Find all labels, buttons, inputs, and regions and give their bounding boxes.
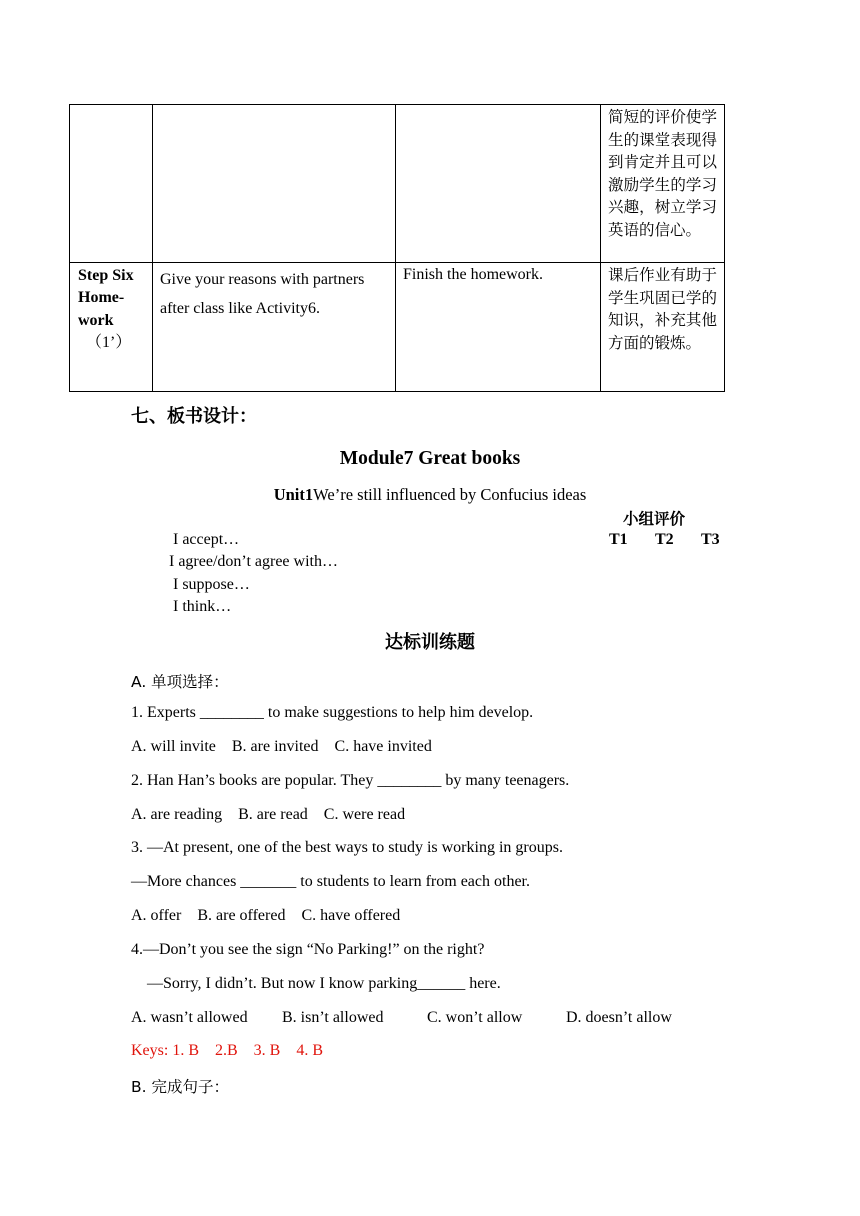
question-4-option-b: B. isn’t allowed — [282, 1009, 384, 1026]
team-label: T2 — [655, 531, 674, 548]
group-eval-label: 小组评价 — [623, 510, 686, 528]
phrase: I agree/don’t agree with… — [169, 553, 338, 570]
question-4-response: —Sorry, I didn’t. But now I know parking______ here. — [147, 975, 501, 992]
question-1: 1. Experts ________ to make suggestions to help him develop. — [131, 704, 534, 721]
student-activity-cell — [396, 105, 601, 263]
board-design-heading: 七、板书设计： — [131, 406, 257, 427]
phrase: I accept… — [173, 531, 240, 548]
step-cell — [70, 263, 153, 392]
question-3-response: —More chances _______ to students to learn from each other. — [131, 873, 530, 890]
question-4-option-d: D. doesn’t allow — [566, 1009, 672, 1026]
phrase: I suppose… — [173, 576, 250, 593]
section-b-heading: B. 完成句子： — [131, 1078, 229, 1096]
table-row — [70, 263, 725, 392]
table-row — [70, 105, 725, 263]
section-a-heading: A. 单项选择： — [131, 673, 229, 691]
step-label: Step Six Home- work （1’） — [78, 267, 134, 352]
module-title: Module7 Great books — [339, 448, 521, 469]
student-activity-text: Finish the homework. — [403, 266, 543, 283]
design-purpose-cell — [601, 263, 725, 392]
lesson-plan-table — [69, 104, 725, 392]
design-purpose-text: 简短的评价使学生的课堂表现得到肯定并且可以激励学生的学习兴趣，树立学习英语的信心。 — [608, 108, 717, 239]
question-4: 4.—Don’t you see the sign “No Parking!” on the right? — [131, 941, 485, 958]
design-purpose-text: 课后作业有助于学生巩固已学的知识，补充其他方面的锻炼。 — [608, 266, 717, 352]
teacher-activity-cell — [153, 263, 396, 392]
design-purpose-cell — [601, 105, 725, 263]
question-2-options: A. are reading B. are read C. were read — [131, 806, 406, 823]
step-cell — [70, 105, 153, 263]
answer-keys: Keys: 1. B 2.B 3. B 4. B — [131, 1042, 324, 1059]
question-2: 2. Han Han’s books are popular. They ________ by many teenagers. — [131, 772, 570, 789]
team-label: T3 — [701, 531, 720, 548]
team-label: T1 — [609, 531, 628, 548]
question-4-option-c: C. won’t allow — [427, 1009, 523, 1026]
exercise-title: 达标训练题 — [385, 632, 475, 653]
question-3-options: A. offer B. are offered C. have offered — [131, 907, 401, 924]
question-3: 3. —At present, one of the best ways to study is working in groups. — [131, 839, 563, 856]
teacher-activity-cell — [153, 105, 396, 263]
teacher-activity-text: Give your reasons with partners after class like Activity6. — [160, 271, 365, 317]
question-4-option-a: A. wasn’t allowed — [131, 1009, 248, 1026]
question-1-options: A. will invite B. are invited C. have invited — [131, 738, 432, 755]
phrase: I think… — [173, 598, 232, 615]
student-activity-cell — [396, 263, 601, 392]
unit-title: Unit1We’re still influenced by Confucius ideas — [273, 485, 587, 504]
